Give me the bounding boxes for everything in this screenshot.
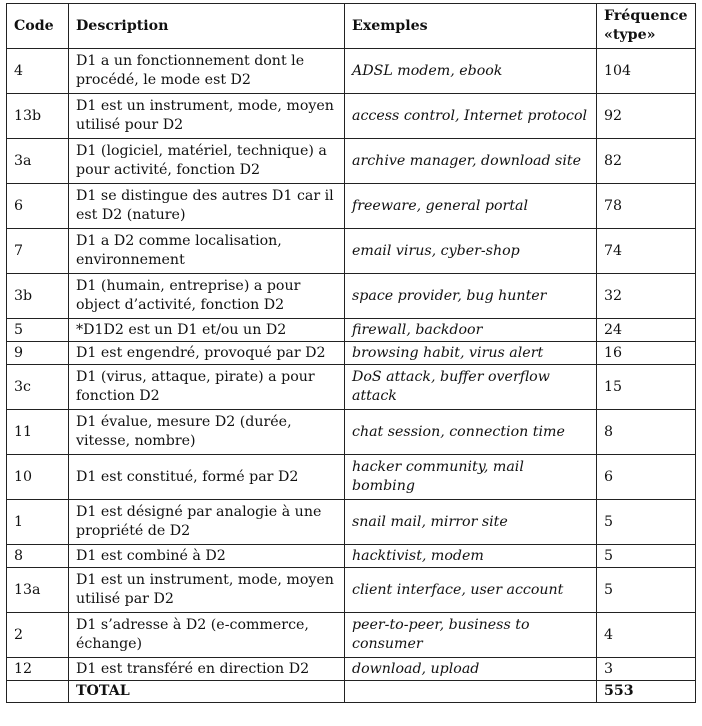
table-row — [7, 545, 696, 568]
examples-cell: hacker community, mail bombing — [345, 455, 597, 500]
frequency-cell: 5 — [597, 568, 696, 613]
total-examples-cell — [345, 681, 597, 703]
description-cell: D1 est transféré en direction D2 — [69, 658, 345, 681]
description-cell: D1 est un instrument, mode, moyen utilisé par D2 — [69, 568, 345, 613]
code-cell: 5 — [7, 319, 69, 342]
total-label: TOTAL — [69, 681, 345, 703]
table-row — [7, 658, 696, 681]
description-cell: D1 a un fonctionnement dont le procédé, le mode est D2 — [69, 49, 345, 94]
code-cell: 11 — [7, 410, 69, 455]
frequency-cell: 24 — [597, 319, 696, 342]
description-cell: D1 (humain, entreprise) a pour object d’activité, fonction D2 — [69, 274, 345, 319]
header-frequency: Fréquence «type» — [597, 4, 696, 49]
code-cell: 2 — [7, 613, 69, 658]
table-row — [7, 455, 696, 500]
code-cell: 8 — [7, 545, 69, 568]
frequency-cell: 32 — [597, 274, 696, 319]
table-row — [7, 94, 696, 139]
code-cell: 13b — [7, 94, 69, 139]
code-cell: 1 — [7, 500, 69, 545]
examples-cell: freeware, general portal — [345, 184, 597, 229]
description-cell: D1 (virus, attaque, pirate) a pour fonction D2 — [69, 365, 345, 410]
frequency-cell: 6 — [597, 455, 696, 500]
frequency-cell: 16 — [597, 342, 696, 365]
description-cell: D1 est constitué, formé par D2 — [69, 455, 345, 500]
frequency-cell: 82 — [597, 139, 696, 184]
code-cell: 10 — [7, 455, 69, 500]
table-row — [7, 319, 696, 342]
code-cell: 12 — [7, 658, 69, 681]
table-row — [7, 410, 696, 455]
code-cell: 3a — [7, 139, 69, 184]
description-cell: D1 est un instrument, mode, moyen utilisé pour D2 — [69, 94, 345, 139]
description-cell: D1 s’adresse à D2 (e-commerce, échange) — [69, 613, 345, 658]
frequency-cell: 5 — [597, 500, 696, 545]
description-cell: D1 évalue, mesure D2 (durée, vitesse, nombre) — [69, 410, 345, 455]
frequency-table — [6, 3, 696, 703]
total-code-cell — [7, 681, 69, 703]
table-row — [7, 139, 696, 184]
table-row — [7, 613, 696, 658]
description-cell: D1 est combiné à D2 — [69, 545, 345, 568]
code-cell: 3b — [7, 274, 69, 319]
examples-cell: space provider, bug hunter — [345, 274, 597, 319]
table-row — [7, 568, 696, 613]
examples-cell: access control, Internet protocol — [345, 94, 597, 139]
examples-cell: DoS attack, buffer overflow attack — [345, 365, 597, 410]
frequency-cell: 5 — [597, 545, 696, 568]
frequency-cell: 4 — [597, 613, 696, 658]
examples-cell: snail mail, mirror site — [345, 500, 597, 545]
total-row — [7, 681, 696, 703]
code-cell: 7 — [7, 229, 69, 274]
examples-cell: ADSL modem, ebook — [345, 49, 597, 94]
table-row — [7, 49, 696, 94]
total-frequency: 553 — [597, 681, 696, 703]
examples-cell: chat session, connection time — [345, 410, 597, 455]
table-row — [7, 274, 696, 319]
examples-cell: peer-to-peer, business to consumer — [345, 613, 597, 658]
description-cell: D1 se distingue des autres D1 car il est D2 (nature) — [69, 184, 345, 229]
frequency-cell: 78 — [597, 184, 696, 229]
table-row — [7, 500, 696, 545]
header-examples: Exemples — [345, 4, 597, 49]
header-row — [7, 4, 696, 49]
table-row — [7, 229, 696, 274]
examples-cell: browsing habit, virus alert — [345, 342, 597, 365]
code-cell: 9 — [7, 342, 69, 365]
description-cell: D1 a D2 comme localisation, environnement — [69, 229, 345, 274]
code-cell: 6 — [7, 184, 69, 229]
frequency-cell: 15 — [597, 365, 696, 410]
description-cell: D1 est engendré, provoqué par D2 — [69, 342, 345, 365]
description-cell: *D1D2 est un D1 et/ou un D2 — [69, 319, 345, 342]
examples-cell: hacktivist, modem — [345, 545, 597, 568]
examples-cell: archive manager, download site — [345, 139, 597, 184]
description-cell: D1 est désigné par analogie à une propriété de D2 — [69, 500, 345, 545]
frequency-cell: 3 — [597, 658, 696, 681]
examples-cell: download, upload — [345, 658, 597, 681]
code-cell: 4 — [7, 49, 69, 94]
header-code: Code — [7, 4, 69, 49]
header-description: Description — [69, 4, 345, 49]
examples-cell: firewall, backdoor — [345, 319, 597, 342]
frequency-cell: 92 — [597, 94, 696, 139]
description-cell: D1 (logiciel, matériel, technique) a pour activité, fonction D2 — [69, 139, 345, 184]
table-row — [7, 365, 696, 410]
code-cell: 13a — [7, 568, 69, 613]
examples-cell: client interface, user account — [345, 568, 597, 613]
examples-cell: email virus, cyber-shop — [345, 229, 597, 274]
frequency-cell: 8 — [597, 410, 696, 455]
frequency-cell: 104 — [597, 49, 696, 94]
table-row — [7, 342, 696, 365]
code-cell: 3c — [7, 365, 69, 410]
table-row — [7, 184, 696, 229]
frequency-cell: 74 — [597, 229, 696, 274]
